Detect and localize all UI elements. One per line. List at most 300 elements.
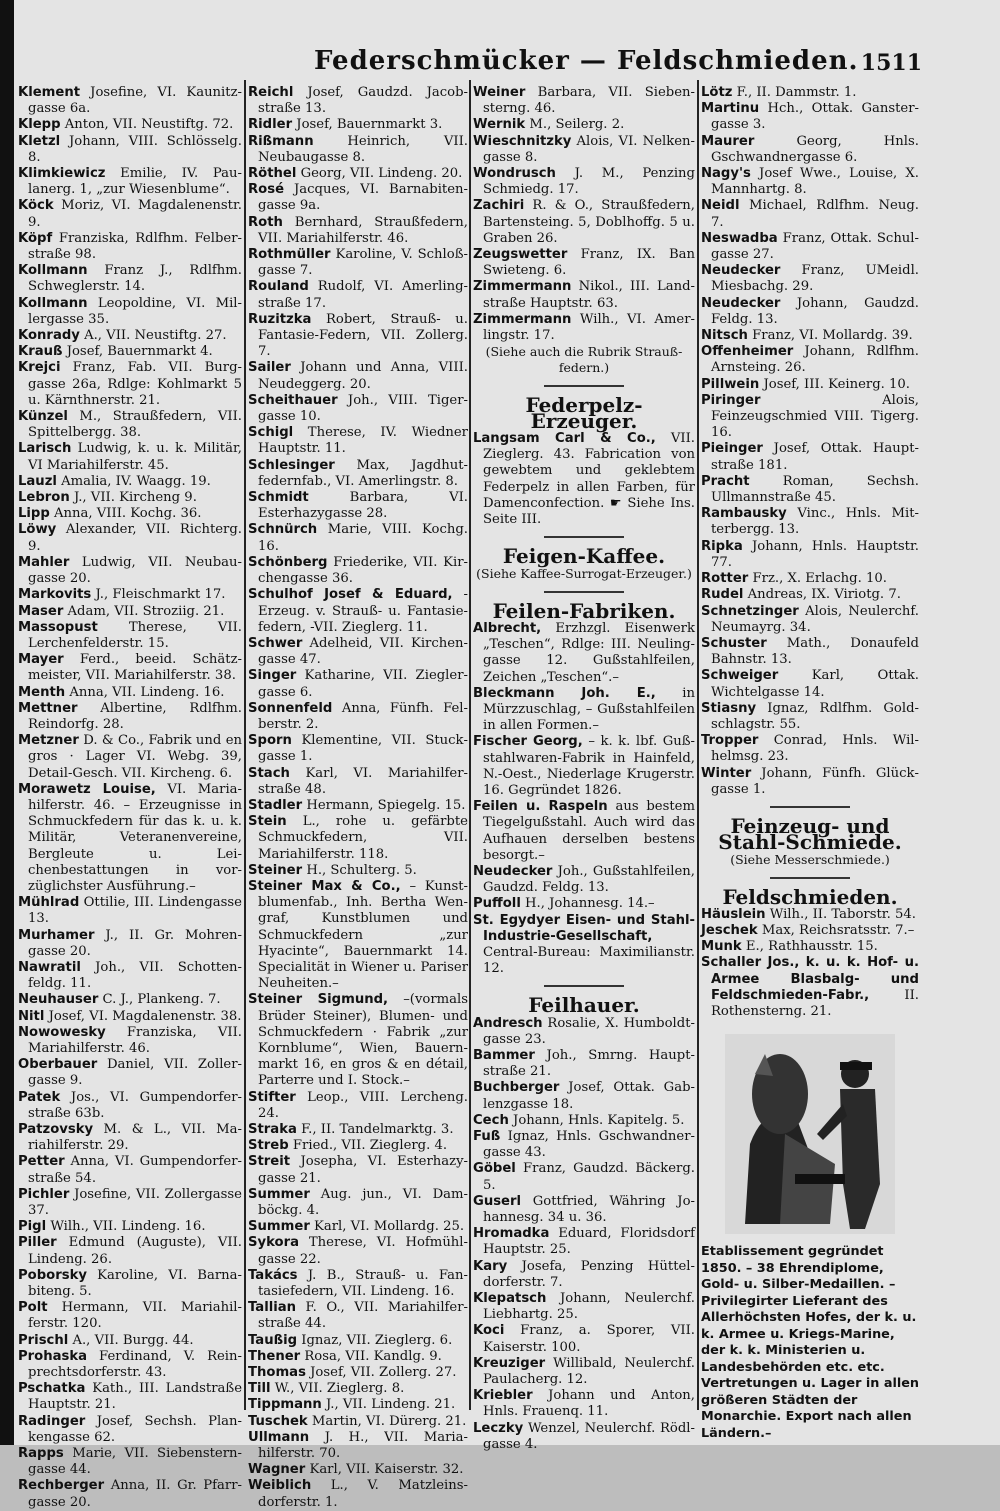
entry-name: Rechberger — [18, 1478, 105, 1494]
entry-name: Hromadka — [473, 1226, 550, 1242]
entry-name: Krejci — [18, 360, 61, 376]
page-header — [14, 42, 1000, 82]
entry-name: Pieinger — [701, 441, 763, 457]
entry-name: Maser — [18, 603, 64, 619]
entry-details: Josef, Bauernmarkt 3. — [296, 117, 443, 133]
entry-name: Stein — [248, 814, 287, 830]
entry-name: Wieschnitzky — [473, 133, 572, 149]
entry-details: Barbara, VII. Siebensterng. 46. — [483, 85, 695, 117]
entry-name: Rambausky — [701, 506, 787, 522]
entry-details: Anna, VIII. Kochg. 36. — [54, 506, 202, 522]
directory-entry — [248, 701, 468, 733]
entry-details: Georg, Hnls. Gschwandnergasse 6. — [711, 133, 919, 165]
entry-details: – Kunstblumenfab., Inh. Bertha Wengraf, Kunstblumen und Schmuckfedern „zur Hyacinte“, Bauernmarkt 14. Specialität in Wiener u. Pariser Neuheiten.– — [258, 878, 468, 992]
entry-details: Barbara, VI. Esterhazygasse 28. — [258, 490, 468, 522]
entry-details: Joh., Gußstahlfeilen, Gaudzd. Feldg. 13. — [483, 863, 695, 896]
entry-name: Löwy — [18, 522, 57, 538]
directory-entry — [248, 1478, 468, 1510]
entry-details: Adam, VII. Stroziig. 21. — [67, 603, 225, 619]
entry-name: Schönberg — [248, 554, 328, 570]
entry-name: Ullmann — [248, 1429, 310, 1445]
directory-entry — [18, 441, 242, 473]
entry-details: D. & Co., Fabrik und en gros · Lager VI. Webg. 39, Detail-Gesch. VII. Kircheng. 6. — [28, 733, 242, 781]
directory-entry — [18, 1122, 242, 1154]
section-heading-feldschmieden: Feldschmieden. — [722, 884, 898, 909]
directory-entry — [248, 555, 468, 587]
entry-name: Künzel — [18, 409, 68, 425]
entry-details: Nikol., III. Landstraße Hauptstr. 63. — [483, 279, 695, 311]
entry-name: Zachiri — [473, 198, 525, 214]
entry-details: Franz, UMeidl. Miesbachg. 29. — [711, 263, 919, 295]
column-divider — [469, 80, 471, 1410]
see-also-note: (Siehe auch die Rubrik Straußfedern.) — [485, 344, 683, 376]
entry-details: Klementine, VII. Stuckgasse 1. — [258, 733, 468, 765]
entry-details: M., Seilerg. 2. — [529, 117, 625, 133]
entry-name: Thener — [248, 1348, 301, 1364]
directory-entry — [248, 1349, 468, 1365]
entry-details: Conrad, Hnls. Wilhelmsg. 23. — [711, 733, 919, 765]
directory-entry — [18, 604, 242, 620]
directory-entry — [18, 1446, 242, 1478]
directory-entry — [248, 166, 468, 182]
entry-name: Albrecht, — [473, 620, 542, 636]
directory-entry — [18, 1478, 242, 1510]
directory-entry — [18, 1187, 242, 1219]
directory-entry — [18, 1349, 242, 1381]
directory-entry — [473, 686, 695, 735]
entry-details: A., VII. Burgg. 44. — [72, 1332, 194, 1348]
directory-entry — [248, 279, 468, 311]
directory-entry — [248, 1219, 468, 1235]
entry-name: Straka — [248, 1122, 297, 1137]
directory-entry — [473, 1388, 695, 1420]
entry-name: Tippmann — [248, 1397, 322, 1413]
entry-name: Sporn — [248, 733, 292, 749]
column-3 — [473, 85, 696, 1452]
establishment-notice: Etablissement gegründet 1850. – 38 Ehrendiplome, Gold- u. Silber-Medaillen. – Privilegirter Lieferant des Allerhöchsten Hofes, der k. u. k. Armee u. Kriegs-Marine, der k. k. Ministerien u. Landesbehörden etc. etc. Vertretungen u. Lager in allen größeren Städten der Monarchie. Export nach allen Ländern.– — [701, 1244, 920, 1441]
directory-entry — [18, 1219, 242, 1235]
entry-details: Jacques, VI. Barnabitengasse 9a. — [258, 182, 468, 214]
entry-details: – k. k. lbf. Gußstahlwaren-Fabrik in Hainfeld, N.-Oest., Niederlage Krugerstr. 16. Gegründet 1826. — [483, 734, 696, 798]
directory-entry — [248, 360, 468, 392]
entry-name: Rosé — [248, 182, 285, 198]
entry-name: Pschatka — [18, 1381, 86, 1397]
entry-details: Franz, IX. Ban Swieteng. 6. — [483, 247, 695, 279]
directory-entry — [18, 1300, 242, 1332]
entry-name: Summer — [248, 1186, 310, 1202]
entry-details: L., V. Matzleinsdorferstr. 1. — [258, 1478, 468, 1510]
entry-name: Singer — [248, 668, 297, 684]
entry-details: Ferd., beeid. Schätzmeister, VII. Mariahilferstr. 38. — [28, 652, 242, 684]
directory-entry — [248, 458, 468, 490]
directory-entry — [248, 1462, 468, 1478]
entry-details: W., VII. Zieglerg. 8. — [274, 1381, 405, 1397]
entries-feldschmieden — [701, 907, 919, 1020]
entry-name: Pigl — [18, 1219, 47, 1235]
divider — [544, 536, 624, 538]
entry-name: Pillwein — [701, 376, 760, 392]
directory-entry — [701, 296, 919, 328]
directory-entry — [248, 134, 468, 166]
entry-name: Jeschek — [701, 922, 758, 938]
directory-entry — [18, 733, 242, 782]
entry-details: Ludwig, VII. Neubaugasse 20. — [28, 554, 242, 587]
entry-details: Alexander, VII. Richterg. 9. — [28, 522, 242, 554]
directory-entry — [473, 247, 695, 279]
entry-name: Stach — [248, 765, 290, 781]
entry-name: Ripka — [701, 538, 743, 554]
directory-entry — [18, 895, 242, 927]
entry-details: Eduard, Floridsdorf Hauptstr. 25. — [483, 1226, 695, 1258]
entry-details: Central-Bureau: Maximilianstr. 12. — [483, 944, 695, 977]
directory-entry — [248, 1333, 468, 1349]
entry-name: Massopust — [18, 619, 98, 635]
entry-details: F., II. Tandelmarktg. 3. — [301, 1122, 454, 1137]
entry-name: Zimmermann — [473, 311, 572, 327]
directory-entry — [248, 1154, 468, 1186]
scan-edge — [0, 0, 14, 1445]
entry-details: Jos., VI. Gumpendorferstraße 63b. — [28, 1089, 242, 1121]
directory-entry — [248, 1300, 468, 1332]
directory-entry — [18, 474, 242, 490]
directory-entry — [701, 85, 919, 101]
entry-name: Klement — [18, 85, 81, 100]
entry-name: Patzovsky — [18, 1122, 94, 1137]
entry-details: Ignaz, Rdlfhm. Goldschlagstr. 55. — [711, 700, 919, 732]
directory-entry — [701, 587, 919, 603]
entry-name: Neudecker — [473, 863, 553, 879]
entry-details: Karl, Ottak. Wichtelgasse 14. — [711, 668, 919, 700]
entry-details: F. O., VII. Mariahilferstraße 44. — [258, 1300, 468, 1332]
entry-details: Karl, VII. Kaiserstr. 32. — [309, 1462, 464, 1478]
divider — [544, 591, 624, 593]
entry-name: Reichl — [248, 85, 294, 100]
entry-name: Nagy's — [701, 166, 751, 182]
directory-entry — [18, 1414, 242, 1446]
directory-entry — [473, 1129, 695, 1161]
directory-entry — [18, 1235, 242, 1267]
entries-federschmuecker — [473, 85, 695, 344]
directory-entry — [18, 328, 242, 344]
directory-entry — [248, 1414, 468, 1430]
entry-name: Streit — [248, 1154, 291, 1170]
page-number: 1511 — [860, 50, 922, 76]
entry-details: Johann, Hnls. Hauptstr. 77. — [711, 538, 919, 570]
entry-details: Johann, Neulerchf. Liebhartg. 25. — [483, 1291, 695, 1323]
entry-name: Kary — [473, 1258, 508, 1274]
entry-name: Takács — [248, 1267, 298, 1283]
directory-entry — [701, 328, 919, 344]
entry-name: Kollmann — [18, 263, 88, 279]
directory-entry — [473, 1291, 695, 1323]
entry-details: Josef, VI. Magdalenenstr. 38. — [48, 1008, 242, 1024]
directory-entry — [18, 620, 242, 652]
entry-name: Zeugswetter — [473, 247, 568, 263]
entry-name: Konrady — [18, 328, 80, 344]
directory-entry — [248, 1090, 468, 1122]
divider — [544, 385, 624, 387]
entry-name: Leczky — [473, 1420, 524, 1436]
directory-entry — [701, 733, 919, 765]
entry-details: –(vormals Brüder Steiner), Blumen- und Schmuckfedern · Fabrik „zur Kornblume“, Wien, Bauernmarkt 16, en gros & en détail, Parterre und I. Stock.– — [258, 992, 468, 1089]
directory-entry — [248, 1268, 468, 1300]
entry-name: Nawratil — [18, 959, 81, 975]
directory-entry — [248, 522, 468, 554]
entry-name: Fuß — [473, 1128, 501, 1144]
entry-name: Fischer Georg, — [473, 734, 583, 750]
directory-entry — [473, 864, 695, 896]
entry-name: Lötz — [701, 85, 733, 100]
directory-entry — [248, 814, 468, 863]
entry-name: Bammer — [473, 1047, 535, 1063]
directory-entry — [248, 636, 468, 668]
entry-name: Rudel — [701, 587, 744, 603]
directory-entry — [701, 474, 919, 506]
directory-entry — [18, 166, 242, 198]
entry-name: Offenheimer — [701, 344, 794, 360]
entry-details: Frz., X. Erlachg. 10. — [752, 571, 887, 587]
directory-entry — [473, 1161, 695, 1193]
directory-entry — [701, 263, 919, 295]
entry-name: Schuster — [701, 635, 767, 651]
directory-entry — [18, 344, 242, 360]
directory-entry — [18, 522, 242, 554]
entry-name: Steiner Sigmund, — [248, 992, 389, 1008]
directory-entry — [473, 734, 695, 799]
directory-entry — [18, 652, 242, 684]
directory-entry — [701, 377, 919, 393]
directory-entry — [473, 166, 695, 198]
entry-name: Thomas — [248, 1365, 306, 1381]
entry-name: Petter — [18, 1154, 65, 1170]
column-2 — [248, 85, 468, 1510]
entry-details: Joh., Smrng. Hauptstraße 21. — [483, 1047, 695, 1080]
entry-name: Klepp — [18, 117, 61, 133]
directory-entry — [18, 960, 242, 992]
directory-entry — [248, 1365, 468, 1381]
entry-name: Koci — [473, 1323, 505, 1339]
directory-entry — [473, 1356, 695, 1388]
entry-details: Johann, Fünfh. Glückgasse 1. — [711, 765, 919, 797]
entry-details: Robert, Strauß- u. Fantasie-Federn, VII. Zollerg. 7. — [258, 311, 468, 360]
entry-name: Rißmann — [248, 133, 314, 149]
entry-name: Wagner — [248, 1462, 306, 1478]
entry-name: Schwer — [248, 635, 303, 651]
entry-details: Karoline, V. Schloßgasse 7. — [258, 247, 468, 279]
entry-name: Metzner — [18, 733, 79, 749]
entry-details: Therese, VI. Hofmühlgasse 22. — [258, 1235, 468, 1267]
directory-entry — [18, 555, 242, 587]
entry-name: Oberbauer — [18, 1057, 98, 1073]
entry-name: Maurer — [701, 133, 755, 149]
entry-details: Josef, Bauernmarkt 4. — [66, 344, 213, 360]
directory-entry — [248, 490, 468, 522]
directory-entry — [248, 798, 468, 814]
entry-name: Wondrusch — [473, 166, 556, 182]
entry-name: Sykora — [248, 1235, 299, 1251]
directory-entry — [473, 621, 695, 686]
entry-name: Patek — [18, 1089, 61, 1105]
directory-entry — [248, 182, 468, 214]
directory-entry — [18, 134, 242, 166]
entry-details: H., Johannesg. 14.– — [525, 896, 655, 912]
directory-entry — [248, 587, 468, 636]
entry-name: Feilen u. Raspeln — [473, 799, 608, 815]
entry-name: Häuslein — [701, 906, 766, 922]
directory-entry — [18, 490, 242, 506]
entry-details: Martin, VI. Dürerg. 21. — [311, 1413, 467, 1429]
entry-details: J., Fleischmarkt 17. — [95, 587, 226, 603]
entry-details: Anna, II. Gr. Pfarrgasse 20. — [28, 1478, 242, 1510]
directory-entry — [473, 913, 695, 978]
entry-details: Franz, Ottak. Schulgasse 27. — [711, 230, 919, 263]
directory-entry — [701, 571, 919, 587]
entry-name: Tropper — [701, 733, 759, 749]
directory-entry — [701, 604, 919, 636]
directory-entry — [18, 1090, 242, 1122]
entry-details: J., VII. Lindeng. 21. — [326, 1397, 456, 1413]
directory-entry — [473, 117, 695, 133]
entry-name: Krauß — [18, 344, 63, 360]
directory-entry — [18, 1381, 242, 1413]
entry-details: Moriz, VI. Magdalenenstr. 9. — [28, 198, 242, 230]
directory-entry — [248, 215, 468, 247]
directory-entry — [248, 1397, 468, 1413]
entry-details: Ludwig, k. u. k. Militär, VI Mariahilferstr. 45. — [28, 441, 242, 473]
column-4 — [701, 85, 920, 1441]
entry-details: Rudolf, VI. Amerlingstraße 17. — [258, 279, 468, 311]
directory-entry — [18, 1154, 242, 1186]
entry-details: Anna, VII. Lindeng. 16. — [69, 684, 225, 700]
directory-entry — [473, 799, 695, 864]
directory-entry — [473, 1421, 695, 1453]
directory-entry — [473, 1259, 695, 1291]
directory-entry — [701, 766, 919, 798]
column-divider — [697, 80, 699, 1410]
entry-name: Nitl — [18, 1008, 45, 1024]
entry-name: Puffoll — [473, 896, 521, 912]
entry-details: Wilh., II. Taborstr. 54. — [769, 906, 916, 922]
entry-name: Kreuziger — [473, 1355, 546, 1371]
entry-name: Till — [248, 1381, 271, 1397]
entry-details: Johann, Rdlfhm. Arnsteing. 26. — [711, 344, 919, 376]
directory-entry — [18, 992, 242, 1008]
entry-name: Mühlrad — [18, 895, 80, 911]
entry-name: Scheithauer — [248, 392, 338, 408]
directory-entry — [18, 1009, 242, 1025]
entry-name: Sailer — [248, 360, 291, 376]
entry-name: Schaller Jos., k. u. k. Hof- u. Armee Blasbalg- und Feldschmieden-Fabr., — [701, 955, 919, 1003]
entry-details: Fried., VII. Zieglerg. 4. — [292, 1138, 448, 1154]
entry-details: Therese, VII. Lerchenfelderstr. 15. — [28, 619, 242, 651]
entry-name: Schmidt — [248, 490, 309, 506]
directory-entry — [248, 668, 468, 700]
entry-details: J. M., Penzing Schmiedg. 17. — [483, 166, 695, 198]
entry-name: Nowowesky — [18, 1024, 106, 1040]
entry-details: Math., Donaufeld Bahnstr. 13. — [711, 635, 919, 668]
entry-name: Piringer — [701, 392, 761, 408]
directory-entry — [18, 701, 242, 733]
directory-entry — [701, 539, 919, 571]
entry-details: J. H., VII. Mariahilferstr. 70. — [258, 1429, 468, 1462]
entry-details: Josef, VII. Zollerg. 27. — [310, 1365, 457, 1381]
column-1 — [18, 85, 242, 1510]
entry-name: Mahler — [18, 554, 70, 570]
entry-name: Pichler — [18, 1186, 70, 1202]
entry-name: Ruzitzka — [248, 311, 312, 327]
entry-details: Katharine, VII. Zieglergasse 6. — [258, 668, 468, 700]
entry-name: Morawetz Louise, — [18, 781, 156, 797]
entry-name: Lebron — [18, 490, 70, 506]
blacksmith-illustration-icon — [725, 1034, 895, 1234]
entry-details: Franziska, Rdlfhm. Felberstraße 98. — [28, 230, 242, 263]
entry-name: Polt — [18, 1300, 48, 1316]
entry-details: Ferdinand, V. Reinprechtsdorferstr. 43. — [28, 1348, 242, 1381]
entry-details: Franziska, VII. Mariahilferstr. 46. — [28, 1024, 242, 1056]
entry-name: Mettner — [18, 700, 78, 716]
directory-entry — [473, 1016, 695, 1048]
divider — [770, 806, 850, 808]
entry-name: Steiner — [248, 862, 303, 878]
entry-name: Kletzl — [18, 133, 61, 149]
entry-details: VI. Mariahilferstr. 46. – Erzeugnisse in Schmuckfedern für das k. u. k. Militär, Veteranenvereine, Bergleute u. Leichenbestattungen in vorzüglichster Ausführung.– — [28, 781, 242, 894]
entry-name: Neidl — [701, 198, 740, 214]
entry-details: -Erzeug. v. Strauß- u. Fantasiefedern, -VII. Zieglerg. 11. — [258, 587, 468, 635]
entry-details: Friederike, VII. Kirchengasse 36. — [258, 554, 468, 587]
entry-name: Guserl — [473, 1193, 522, 1209]
entry-name: Weiner — [473, 85, 526, 100]
directory-entry — [473, 1226, 695, 1258]
entry-details: Josefine, VII. Zollergasse 37. — [28, 1186, 242, 1219]
column-divider — [244, 80, 246, 1410]
directory-entry — [18, 360, 242, 409]
directory-entry — [473, 312, 695, 344]
entry-name: Bleckmann Joh. E., — [473, 685, 656, 701]
directory-entry — [701, 923, 919, 939]
entry-name: Neuhauser — [18, 992, 99, 1008]
entry-name: Prischl — [18, 1332, 69, 1348]
entry-details: Josef, Sechsh. Plankengasse 62. — [28, 1413, 242, 1445]
directory-entry — [473, 431, 695, 528]
entry-details: Amalia, IV. Waagg. 19. — [61, 473, 211, 489]
see-also-note: (Siehe Kaffee-Surrogat-Erzeuger.) — [476, 566, 692, 582]
entry-name: Langsam Carl & Co., — [473, 431, 656, 447]
entry-details: Edmund (Auguste), VII. Lindeng. 26. — [28, 1235, 242, 1267]
entry-name: Zimmermann — [473, 279, 572, 295]
entry-name: Winter — [701, 765, 752, 781]
entry-details: F., II. Dammstr. 1. — [736, 85, 857, 100]
entry-details: Josef, Ottak. Hauptstraße 181. — [711, 441, 919, 473]
entry-name: Menth — [18, 684, 66, 700]
entry-details: Karl, VI. Mollardg. 25. — [314, 1219, 465, 1235]
entry-details: Marie, VIII. Kochg. 16. — [258, 522, 468, 554]
entry-details: A., VII. Neustiftg. 27. — [84, 328, 227, 344]
directory-entry — [248, 992, 468, 1089]
directory-entry — [701, 506, 919, 538]
entry-details: Ignaz, VII. Zieglerg. 6. — [301, 1332, 453, 1348]
entry-name: Summer — [248, 1219, 310, 1235]
entry-details: R. & O., Straußfedern, Bartensteing. 5, Doblhoffg. 5 u. Graben 26. — [483, 198, 695, 246]
entry-details: Michael, Rdlfhm. Neug. 7. — [711, 198, 919, 230]
entry-details: in Mürzzuschlag, – Gußstahlfeilen in allen Formen.– — [483, 685, 695, 734]
entry-name: Röthel — [248, 166, 297, 182]
entry-name: Markovits — [18, 587, 92, 603]
entry-details: Hermann, Spiegelg. 15. — [306, 797, 466, 813]
directory-entry — [701, 198, 919, 230]
entries-feilhauer — [473, 1016, 695, 1453]
directory-entry — [18, 685, 242, 701]
entry-name: Murhamer — [18, 927, 95, 943]
